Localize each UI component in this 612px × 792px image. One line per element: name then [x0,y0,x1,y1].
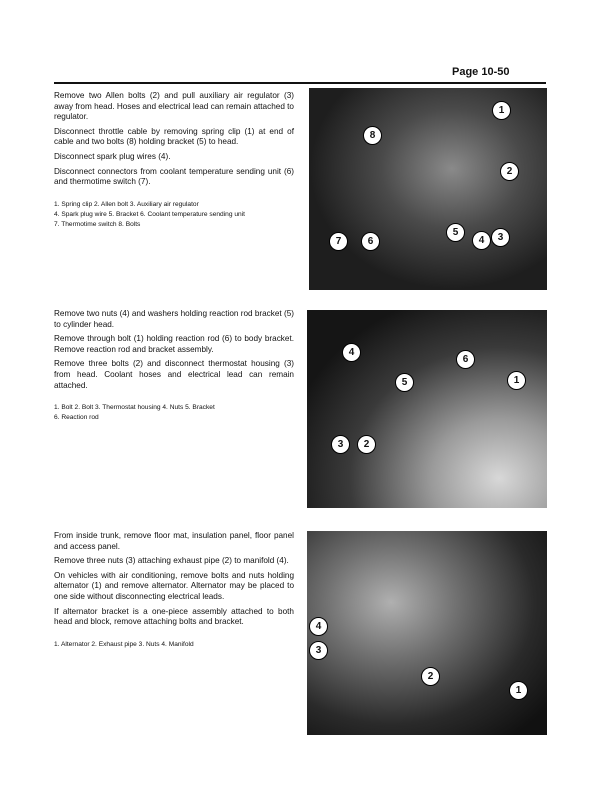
section-3-text [54,531,294,650]
caption-line: 1. Alternator 2. Exhaust pipe 3. Nuts 4. Manifold [54,640,194,648]
callout: 5 [446,223,465,242]
engine-photo-2 [307,310,547,508]
callout: 4 [309,617,328,636]
callout: 6 [456,350,475,369]
callout: 4 [342,343,361,362]
header-rule [54,82,546,84]
callout: 1 [492,101,511,120]
figure-caption [54,403,294,423]
caption-line: 1. Bolt 2. Bolt 3. Thermostat housing 4. Nuts 5. Bracket [54,404,215,412]
section-2-text [54,309,294,423]
paragraph: Remove three bolts (2) and disconnect thermostat housing (3) from head. Coolant hoses and electrical lead can remain attached. [54,359,294,390]
callout: 2 [357,435,376,454]
caption-line: 1. Spring clip 2. Allen bolt 3. Auxiliary air regulator [54,200,199,208]
section-1-text [54,91,294,230]
paragraph: Remove through bolt (1) holding reaction rod (6) to body bracket. Remove reaction rod and bracket assembly. [54,334,294,354]
figure-caption [54,200,294,230]
callout: 8 [363,126,382,145]
callout: 4 [472,231,491,250]
paragraph: Remove two nuts (4) and washers holding reaction rod bracket (5) to cylinder head. [54,309,294,329]
callout: 3 [309,641,328,660]
paragraph: Remove three nuts (3) attaching exhaust pipe (2) to manifold (4). [54,556,289,566]
paragraph: Remove two Allen bolts (2) and pull auxiliary air regulator (3) away from head. Hoses and electrical lead can remain attached to regulator. [54,91,294,122]
callout: 1 [507,371,526,390]
engine-photo-3 [307,531,547,735]
callout: 3 [491,228,510,247]
callout: 7 [329,232,348,251]
callout: 2 [500,162,519,181]
paragraph: Disconnect connectors from coolant temperature sending unit (6) and thermotime switch (7). [54,166,294,187]
paragraph: If alternator bracket is a one-piece assembly attached to both head and block, remove attaching bolts and bracket. [54,606,294,627]
caption-line: 7. Thermotime switch 8. Bolts [54,220,141,228]
paragraph: Disconnect throttle cable by removing spring clip (1) at end of cable and two bolts (8) holding bracket (5) to head. [54,126,294,147]
callout: 6 [361,232,380,251]
engine-photo-1 [309,88,547,290]
figure-caption [54,640,294,650]
page-number: Page 10-50 [452,66,510,78]
paragraph: On vehicles with air conditioning, remove bolts and nuts holding alternator (1) and remove alternator. Alternator may be placed to one side without disconnecting electrical leads. [54,570,294,601]
callout: 3 [331,435,350,454]
caption-line: 4. Spark plug wire 5. Bracket 6. Coolant temperature sending unit [54,210,245,218]
paragraph: From inside trunk, remove floor mat, insulation panel, floor panel and access panel. [54,531,294,551]
callout: 1 [509,681,528,700]
callout: 2 [421,667,440,686]
paragraph: Disconnect spark plug wires (4). [54,151,171,161]
callout: 5 [395,373,414,392]
caption-line: 6. Reaction rod [54,414,99,422]
